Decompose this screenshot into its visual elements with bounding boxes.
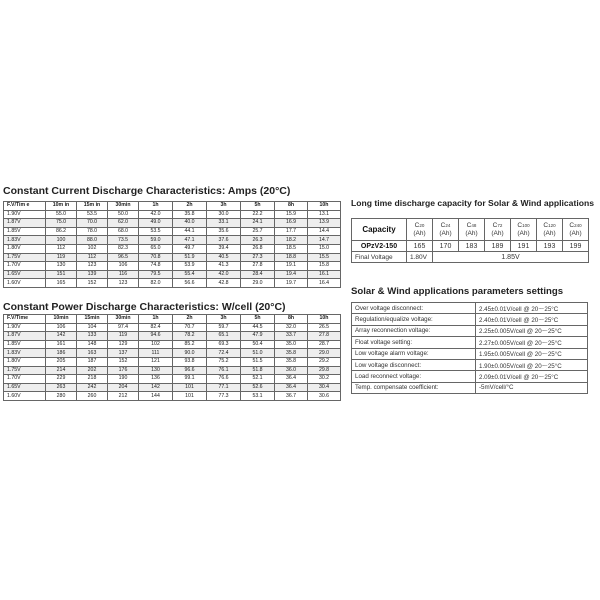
value-cell: 142 (139, 383, 173, 392)
value-cell: 96.6 (173, 366, 207, 375)
column-header: 2h (173, 202, 207, 211)
column-header: 8h (275, 315, 308, 324)
table-row (4, 332, 341, 341)
settings-table (351, 302, 588, 394)
table-row (4, 383, 341, 392)
value-cell: 97.4 (108, 323, 139, 332)
value-cell: 36.0 (275, 366, 308, 375)
value-cell: 14.4 (308, 227, 341, 236)
capacity-symbol: C (414, 221, 420, 229)
column-header: 3h (207, 315, 241, 324)
value-cell: 30.0 (207, 210, 241, 219)
value-cell: 152 (108, 357, 139, 366)
table-header-row (4, 315, 341, 324)
value-cell: 86.2 (46, 227, 77, 236)
capacity-hours: 120 (548, 222, 556, 228)
value-cell: 13.1 (308, 210, 341, 219)
capacity-unit: (Ah) (517, 229, 530, 237)
capacity-hours: 72 (497, 222, 503, 228)
value-cell: 15.8 (308, 262, 341, 271)
final-voltage-cell: 1.75V (4, 366, 46, 375)
column-header: 2h (173, 315, 207, 324)
value-cell: 116 (108, 270, 139, 279)
capacity-unit: (Ah) (439, 229, 452, 237)
value-cell: 144 (139, 392, 173, 401)
value-cell: 73.5 (108, 236, 139, 245)
value-cell: 130 (139, 366, 173, 375)
value-cell: 33.1 (207, 219, 241, 228)
final-voltage-cell: 1.70V (4, 375, 46, 384)
value-cell: 70.7 (173, 323, 207, 332)
column-header: 15m in (77, 202, 108, 211)
value-cell: 263 (46, 383, 77, 392)
value-cell: 32.0 (275, 323, 308, 332)
setting-name: Float voltage setting: (352, 337, 476, 348)
value-cell: 99.1 (173, 375, 207, 384)
value-cell: 82.4 (139, 323, 173, 332)
final-voltage-first: 1.80V (407, 252, 433, 263)
value-cell: 142 (46, 332, 77, 341)
capacity-value: 183 (459, 241, 485, 252)
value-cell: 16.4 (308, 279, 341, 288)
setting-value: 1.95±0.005V/cell @ 20～25°C (476, 348, 588, 359)
value-cell: 16.1 (308, 270, 341, 279)
value-cell: 19.4 (275, 270, 308, 279)
value-cell: 229 (46, 375, 77, 384)
value-cell: 123 (108, 279, 139, 288)
value-cell: 25.7 (241, 227, 275, 236)
value-cell: 88.0 (77, 236, 108, 245)
value-cell: 14.7 (308, 236, 341, 245)
value-cell: 59.7 (207, 323, 241, 332)
value-cell: 51.5 (241, 357, 275, 366)
final-voltage-rest: 1.85V (433, 252, 589, 263)
table-row (4, 244, 341, 253)
value-cell: 176 (108, 366, 139, 375)
capacity-unit: (Ah) (569, 229, 582, 237)
capacity-label: Capacity (352, 219, 407, 241)
value-cell: 29.8 (308, 366, 341, 375)
value-cell: 30.2 (308, 375, 341, 384)
value-cell: 50.0 (108, 210, 139, 219)
value-cell: 106 (108, 262, 139, 271)
capacity-hours: 100 (522, 222, 530, 228)
final-voltage-cell: 1.90V (4, 323, 46, 332)
value-cell: 82.0 (139, 279, 173, 288)
value-cell: 161 (46, 340, 77, 349)
table-row (4, 210, 341, 219)
value-cell: 70.8 (139, 253, 173, 262)
model-name: OPzV2-150 (352, 241, 407, 252)
value-cell: 136 (139, 375, 173, 384)
value-cell: 187 (77, 357, 108, 366)
final-voltage-cell: 1.90V (4, 210, 46, 219)
value-cell: 51.8 (241, 366, 275, 375)
value-cell: 119 (46, 253, 77, 262)
capacity-hours: 20 (419, 222, 425, 228)
value-cell: 69.3 (207, 340, 241, 349)
value-cell: 55.4 (173, 270, 207, 279)
value-cell: 47.1 (173, 236, 207, 245)
value-cell: 42.8 (207, 279, 241, 288)
value-cell: 204 (108, 383, 139, 392)
value-cell: 15.0 (308, 244, 341, 253)
capacity-hours: 24 (445, 222, 451, 228)
power-discharge-table (3, 314, 341, 401)
capacity-hours: 48 (471, 222, 477, 228)
column-header: 30min (108, 315, 139, 324)
settings-row (352, 382, 588, 393)
value-cell: 55.0 (46, 210, 77, 219)
column-header: 1h (139, 202, 173, 211)
value-cell: 24.1 (241, 219, 275, 228)
value-cell: 16.9 (275, 219, 308, 228)
capacity-hours: 240 (574, 222, 582, 228)
value-cell: 29.0 (308, 349, 341, 358)
column-header: 10h (308, 315, 341, 324)
value-cell: 49.0 (139, 219, 173, 228)
capacity-column-header (459, 219, 485, 241)
value-cell: 51.9 (173, 253, 207, 262)
value-cell: 68.0 (108, 227, 139, 236)
table-row (4, 227, 341, 236)
capacity-unit: (Ah) (491, 229, 504, 237)
settings-row (352, 337, 588, 348)
current-discharge-title: Constant Current Discharge Characteristics: Amps (20°C) (3, 185, 291, 197)
table-row (4, 236, 341, 245)
value-cell: 82.3 (108, 244, 139, 253)
value-cell: 102 (139, 340, 173, 349)
value-cell: 29.0 (241, 279, 275, 288)
setting-value: 2.45±0.01V/cell @ 20～25°C (476, 303, 588, 314)
capacity-symbol: C (466, 221, 472, 229)
capacity-column-header (511, 219, 537, 241)
value-cell: 75.0 (46, 219, 77, 228)
value-cell: 27.8 (308, 332, 341, 341)
value-cell: 205 (46, 357, 77, 366)
column-header: 8h (275, 202, 308, 211)
value-cell: 19.1 (275, 262, 308, 271)
value-cell: 40.5 (207, 253, 241, 262)
capacity-title: Long time discharge capacity for Solar & Wind applications (351, 198, 594, 208)
value-cell: 75.2 (207, 357, 241, 366)
value-cell: 27.8 (241, 262, 275, 271)
value-cell: 28.4 (241, 270, 275, 279)
setting-name: Regulation/equalize voltage: (352, 314, 476, 325)
value-cell: 36.4 (275, 375, 308, 384)
capacity-value: 193 (537, 241, 563, 252)
settings-title: Solar & Wind applications parameters settings (351, 286, 564, 297)
value-cell: 78.2 (173, 332, 207, 341)
value-cell: 148 (77, 340, 108, 349)
settings-row (352, 314, 588, 325)
setting-value: 1.90±0.005V/cell @ 20～25°C (476, 359, 588, 370)
value-cell: 186 (46, 349, 77, 358)
table-header-row (4, 202, 341, 211)
capacity-value: 189 (485, 241, 511, 252)
final-voltage-cell: 1.80V (4, 357, 46, 366)
capacity-symbol: C (543, 221, 549, 229)
capacity-column-header (433, 219, 459, 241)
value-cell: 53.5 (77, 210, 108, 219)
value-cell: 139 (77, 270, 108, 279)
value-cell: 30.6 (308, 392, 341, 401)
final-voltage-cell: 1.87V (4, 332, 46, 341)
value-cell: 163 (77, 349, 108, 358)
value-cell: 130 (46, 262, 77, 271)
setting-name: Low voltage disconnect: (352, 359, 476, 370)
value-cell: 42.0 (139, 210, 173, 219)
setting-value: 2.09±0.01V/cell @ 20～25°C (476, 371, 588, 382)
value-cell: 18.5 (275, 244, 308, 253)
final-voltage-cell: 1.70V (4, 262, 46, 271)
value-cell: 36.7 (275, 392, 308, 401)
capacity-symbol: C (517, 221, 523, 229)
value-cell: 35.8 (173, 210, 207, 219)
setting-name: Load reconnect voltage: (352, 371, 476, 382)
final-voltage-cell: 1.83V (4, 236, 46, 245)
value-cell: 137 (108, 349, 139, 358)
value-cell: 35.6 (207, 227, 241, 236)
final-voltage-cell: 1.85V (4, 340, 46, 349)
column-header: 1h (139, 315, 173, 324)
capacity-value: 170 (433, 241, 459, 252)
value-cell: 26.3 (241, 236, 275, 245)
column-header: 10min (46, 315, 77, 324)
value-cell: 165 (46, 279, 77, 288)
value-cell: 65.1 (207, 332, 241, 341)
final-voltage-cell: 1.85V (4, 227, 46, 236)
value-cell: 50.4 (241, 340, 275, 349)
value-cell: 49.7 (173, 244, 207, 253)
value-cell: 112 (46, 244, 77, 253)
setting-value: 2.25±0.005V/cell @ 20～25°C (476, 325, 588, 336)
column-header: 30min (108, 202, 139, 211)
value-cell: 35.8 (275, 349, 308, 358)
setting-name: Array reconnection voltage: (352, 325, 476, 336)
value-cell: 35.8 (275, 357, 308, 366)
table-row (4, 323, 341, 332)
value-cell: 214 (46, 366, 77, 375)
power-discharge-title: Constant Power Discharge Characteristics: W/cell (20°C) (3, 301, 286, 313)
value-cell: 65.0 (139, 244, 173, 253)
capacity-symbol: C (440, 221, 446, 229)
value-cell: 218 (77, 375, 108, 384)
value-cell: 101 (173, 392, 207, 401)
value-cell: 44.1 (173, 227, 207, 236)
value-cell: 40.0 (173, 219, 207, 228)
capacity-unit: (Ah) (413, 229, 426, 237)
table-row (4, 262, 341, 271)
settings-row (352, 303, 588, 314)
value-cell: 59.0 (139, 236, 173, 245)
value-cell: 77.3 (207, 392, 241, 401)
final-voltage-cell: 1.83V (4, 349, 46, 358)
value-cell: 129 (108, 340, 139, 349)
final-voltage-label: Final Voltage (352, 252, 407, 263)
final-voltage-cell: 1.87V (4, 219, 46, 228)
value-cell: 152 (77, 279, 108, 288)
settings-row (352, 348, 588, 359)
capacity-value: 199 (563, 241, 589, 252)
value-cell: 100 (46, 236, 77, 245)
table-row (4, 349, 341, 358)
capacity-column-header (407, 219, 433, 241)
final-voltage-cell: 1.65V (4, 383, 46, 392)
value-cell: 56.6 (173, 279, 207, 288)
setting-value: -5mV/cell/°C (476, 382, 588, 393)
setting-name: Over voltage disconnect: (352, 303, 476, 314)
value-cell: 37.6 (207, 236, 241, 245)
value-cell: 74.8 (139, 262, 173, 271)
value-cell: 151 (46, 270, 77, 279)
value-cell: 26.8 (241, 244, 275, 253)
column-header: 3h (207, 202, 241, 211)
value-cell: 13.9 (308, 219, 341, 228)
column-header: 10m in (46, 202, 77, 211)
value-cell: 72.4 (207, 349, 241, 358)
column-header: F.V/Tim e (4, 202, 46, 211)
value-cell: 44.5 (241, 323, 275, 332)
value-cell: 280 (46, 392, 77, 401)
capacity-unit: (Ah) (543, 229, 556, 237)
final-voltage-cell: 1.75V (4, 253, 46, 262)
value-cell: 101 (173, 383, 207, 392)
setting-value: 2.40±0.01V/cell @ 20～25°C (476, 314, 588, 325)
capacity-symbol: C (569, 221, 575, 229)
value-cell: 102 (77, 244, 108, 253)
value-cell: 212 (108, 392, 139, 401)
value-cell: 52.1 (241, 375, 275, 384)
final-voltage-cell: 1.65V (4, 270, 46, 279)
value-cell: 104 (77, 323, 108, 332)
value-cell: 70.0 (77, 219, 108, 228)
value-cell: 76.6 (207, 375, 241, 384)
capacity-value: 191 (511, 241, 537, 252)
value-cell: 242 (77, 383, 108, 392)
value-cell: 260 (77, 392, 108, 401)
value-cell: 77.1 (207, 383, 241, 392)
value-cell: 96.5 (108, 253, 139, 262)
value-cell: 202 (77, 366, 108, 375)
table-row (4, 375, 341, 384)
value-cell: 119 (108, 332, 139, 341)
value-cell: 90.0 (173, 349, 207, 358)
value-cell: 51.0 (241, 349, 275, 358)
setting-name: Temp. compensate coefficient: (352, 382, 476, 393)
table-row (4, 279, 341, 288)
value-cell: 42.0 (207, 270, 241, 279)
value-cell: 111 (139, 349, 173, 358)
value-cell: 17.7 (275, 227, 308, 236)
value-cell: 18.2 (275, 236, 308, 245)
value-cell: 53.9 (173, 262, 207, 271)
value-cell: 47.9 (241, 332, 275, 341)
value-cell: 29.2 (308, 357, 341, 366)
value-cell: 123 (77, 262, 108, 271)
value-cell: 78.0 (77, 227, 108, 236)
value-cell: 52.6 (241, 383, 275, 392)
value-cell: 36.4 (275, 383, 308, 392)
value-cell: 121 (139, 357, 173, 366)
value-cell: 33.7 (275, 332, 308, 341)
value-cell: 53.5 (139, 227, 173, 236)
value-cell: 19.7 (275, 279, 308, 288)
table-row (4, 219, 341, 228)
value-cell: 94.6 (139, 332, 173, 341)
table-row (4, 253, 341, 262)
setting-name: Low voltage alarm voltage: (352, 348, 476, 359)
capacity-symbol: C (492, 221, 498, 229)
value-cell: 18.8 (275, 253, 308, 262)
value-cell: 15.5 (308, 253, 341, 262)
value-cell: 39.4 (207, 244, 241, 253)
value-cell: 112 (77, 253, 108, 262)
capacity-value: 165 (407, 241, 433, 252)
setting-value: 2.27±0.005V/cell @ 20～25°C (476, 337, 588, 348)
column-header: 5h (241, 315, 275, 324)
value-cell: 22.2 (241, 210, 275, 219)
table-row (4, 392, 341, 401)
value-cell: 28.7 (308, 340, 341, 349)
value-cell: 15.9 (275, 210, 308, 219)
table-row (4, 270, 341, 279)
column-header: 10h (308, 202, 341, 211)
settings-row (352, 325, 588, 336)
settings-row (352, 371, 588, 382)
value-cell: 79.5 (139, 270, 173, 279)
value-cell: 133 (77, 332, 108, 341)
column-header: 15min (77, 315, 108, 324)
final-voltage-cell: 1.60V (4, 392, 46, 401)
value-cell: 35.0 (275, 340, 308, 349)
capacity-column-header (485, 219, 511, 241)
final-voltage-cell: 1.60V (4, 279, 46, 288)
capacity-column-header (537, 219, 563, 241)
value-cell: 93.8 (173, 357, 207, 366)
value-cell: 76.1 (207, 366, 241, 375)
table-row (4, 357, 341, 366)
capacity-unit: (Ah) (465, 229, 478, 237)
capacity-table (351, 218, 589, 263)
table-row (4, 340, 341, 349)
table-row (4, 366, 341, 375)
capacity-column-header (563, 219, 589, 241)
settings-row (352, 359, 588, 370)
value-cell: 85.2 (173, 340, 207, 349)
final-voltage-cell: 1.80V (4, 244, 46, 253)
value-cell: 53.1 (241, 392, 275, 401)
column-header: F.V/Time (4, 315, 46, 324)
value-cell: 41.3 (207, 262, 241, 271)
value-cell: 26.5 (308, 323, 341, 332)
column-header: 5h (241, 202, 275, 211)
value-cell: 62.0 (108, 219, 139, 228)
value-cell: 106 (46, 323, 77, 332)
value-cell: 30.4 (308, 383, 341, 392)
value-cell: 27.3 (241, 253, 275, 262)
current-discharge-table (3, 201, 341, 288)
value-cell: 190 (108, 375, 139, 384)
